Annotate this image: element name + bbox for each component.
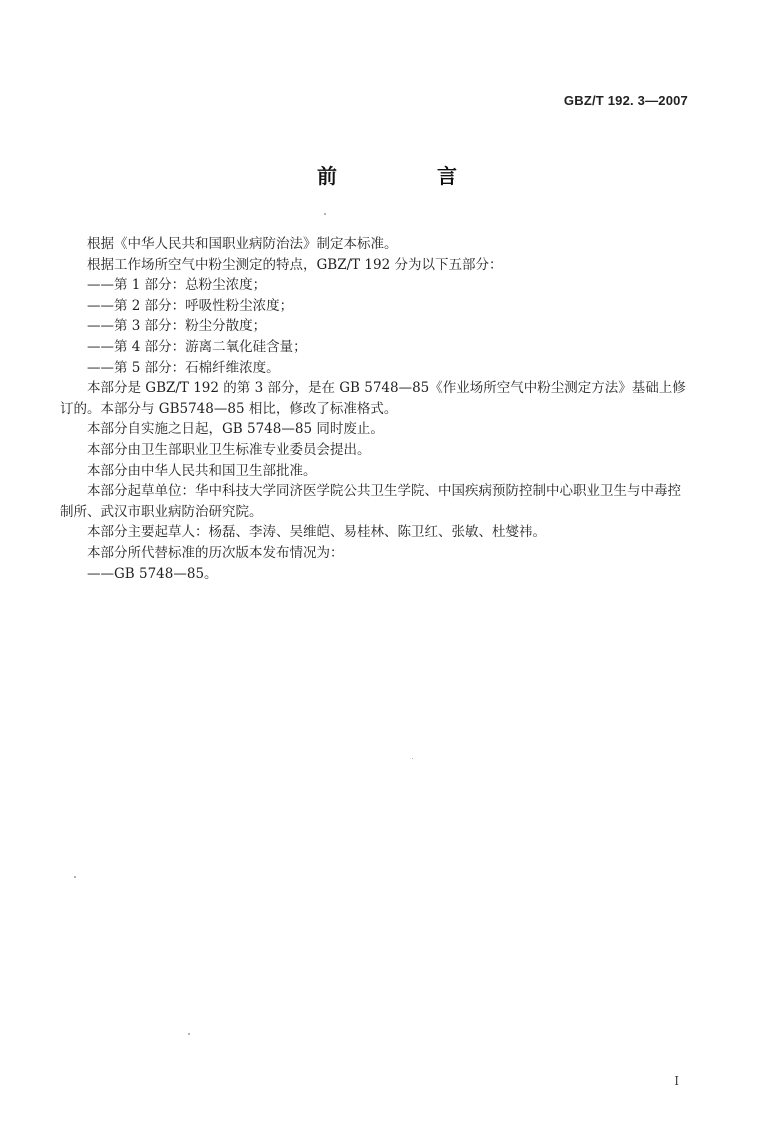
list-item-part-1: ——第 1 部分：总粉尘浓度； (87, 277, 267, 294)
paragraph-abolish: 本部分自实施之日起，GB 5748—85 同时废止。 (87, 421, 384, 438)
paragraph-revision: 本部分是 GBZ/T 192 的第 3 部分，是在 GB 5748—85《作业场所空气中粉尘测定方法》基础上修订的。本部分与 GB5748—85 相比，修改了标准格式。 (60, 380, 686, 417)
list-item-part-3: ——第 3 部分：粉尘分散度； (87, 318, 267, 335)
paragraph-approver: 本部分由中华人民共和国卫生部批准。 (87, 462, 317, 479)
scan-speck (74, 876, 76, 878)
paragraph-parts-intro: 根据工作场所空气中粉尘测定的特点，GBZ/T 192 分为以下五部分： (87, 256, 503, 273)
list-item-part-5: ——第 5 部分：石棉纤维浓度。 (87, 359, 280, 376)
page-title: 前 言 (317, 164, 497, 188)
list-item-part-4: ——第 4 部分：游离二氧化硅含量； (87, 338, 307, 355)
list-item-part-2: ——第 2 部分：呼吸性粉尘浓度； (87, 297, 294, 314)
paragraph-proposer: 本部分由卫生部职业卫生标准专业委员会提出。 (87, 441, 371, 458)
scan-speck (188, 1033, 190, 1035)
standard-code: GBZ/T 192. 3—2007 (563, 93, 688, 108)
scan-speck (412, 758, 413, 759)
paragraph-history-intro: 本部分所代替标准的历次版本发布情况为： (87, 544, 344, 561)
paragraph-drafters: 本部分主要起草人：杨磊、李涛、吴维皑、易桂林、陈卫红、张敏、杜燮祎。 (87, 524, 546, 541)
paragraph-drafting-units: 本部分起草单位：华中科技大学同济医学院公共卫生学院、中国疾病预防控制中心职业卫生与中毒控制所、武汉市职业病防治研究院。 (60, 483, 681, 520)
list-item-history: ——GB 5748—85。 (87, 565, 218, 582)
scan-speck (324, 213, 326, 215)
paragraph-law-basis: 根据《中华人民共和国职业病防治法》制定本标准。 (87, 236, 398, 252)
page-number: I (674, 1074, 679, 1088)
foreword-body (60, 234, 688, 584)
